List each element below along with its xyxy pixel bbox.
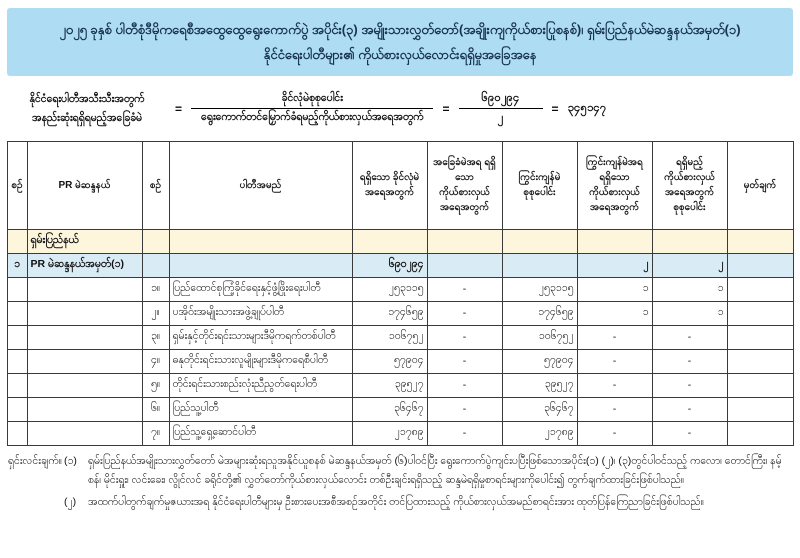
reps-total: ၁ — [652, 301, 727, 325]
footnotes — [8, 452, 792, 513]
remark-cell — [727, 397, 793, 421]
header-valid-votes: ရရှိသော ခိုင်လုံမဲ အရေအတွက် — [352, 141, 427, 229]
summary-reps-remaining: ၂ — [577, 253, 652, 277]
reps-by-base-votes: - — [427, 301, 502, 325]
reps-by-remaining-votes: - — [577, 421, 652, 445]
equals-sign: = — [551, 101, 559, 116]
header-serial-2: စဉ် — [142, 141, 169, 229]
party-name: တိုင်းရင်းသားစည်းလုံးညီညွတ်ရေးပါတီ — [169, 373, 352, 397]
summary-reps-total: ၂ — [652, 253, 727, 277]
equals-sign: = — [175, 101, 183, 116]
party-name: ပြည်ထောင်စုကြံ့ခိုင်ရေးနှင့်ဖွံ့ဖြိုးရေးပါတီ — [169, 277, 352, 301]
title-line-1: ၂၀၂၅ ခုနှစ် ပါတီစုံဒီမိုကရေစီအထွေထွေရွေးကောက်ပွဲ အပိုင်း(၃) အမျိုးသားလွှတ်တော်(အချိုးကျကိုယ်စားပြုစနစ်)၊ ရှမ်းပြည်နယ်မဲဆန္ဒနယ်အမှတ်(၁) — [59, 22, 741, 37]
constituency-summary-row — [7, 253, 793, 277]
reps-by-remaining-votes: - — [577, 373, 652, 397]
remaining-votes: ၃၆၄၆၇ — [502, 397, 577, 421]
remark-cell — [727, 325, 793, 349]
table-row — [7, 421, 793, 445]
remark-cell — [727, 373, 793, 397]
valid-votes: ၁၇၄၆၅၉ — [352, 301, 427, 325]
footnote-1-text: ရှမ်းပြည်နယ်အမျိုးသားလွှတ်တော် မဲအများဆုံးရသူအနိုင်ယူစနစ် မဲဆန္ဒနယ်အမှတ် (၆)ပါဝင်ပြီး ရွေးကောက်ပွဲကျင်းပပြီးဖြစ်သောအပိုင်း(၁) (၂)၊ (၃)တွင်ပါဝင်သည့် ကလော၊ တောင်ကြီး၊ နမ့်စန်၊ မိုင်းရှူး၊ လင်းခေး၊ လွိုင်လင် ခရိုင်တို့၏ လွှတ်တော်ကိုယ်စားလှယ်လောင်း တစ်ဦးချင်းရရှိသည့် ဆန္ဒမဲရရှိမှုစာရင်းများကိုပေါင်း၍ တွက်ချက်ထားခြင်းဖြစ်ပါသည်။ — [88, 454, 782, 487]
header-remaining-votes-total: ကြွင်းကျန်မဲ စုစုပေါင်း — [502, 141, 577, 229]
reps-by-base-votes: - — [427, 325, 502, 349]
remaining-votes: ၂၁၇၈၉ — [502, 421, 577, 445]
summary-serial: ၁ — [7, 253, 27, 277]
footnote-2 — [8, 493, 792, 512]
header-reps-by-base-votes: အခြေခံမဲအရ ရရှိသော ကိုယ်စားလှယ် အရေအတွက် — [427, 141, 502, 229]
row-serial: ၂။ — [142, 301, 169, 325]
reps-by-base-votes: - — [427, 277, 502, 301]
formula-label-line-1: နိုင်ငံရေးပါတီအသီးသီးအတွက် — [29, 92, 145, 105]
header-reps-by-remaining-votes: ကြွင်းကျန်မဲအရ ရရှိသော ကိုယ်စားလှယ် အရေအတွက် — [577, 141, 652, 229]
remark-cell — [727, 277, 793, 301]
total-valid-votes-value: ၆၉၀၂၉၄ — [481, 91, 520, 104]
equals-sign: = — [442, 101, 450, 116]
remaining-votes: ၅၇၉၀၄ — [502, 349, 577, 373]
remark-cell — [727, 421, 793, 445]
reps-total: - — [652, 421, 727, 445]
remaining-votes: ၂၅၃၁၁၅ — [502, 277, 577, 301]
footnote-label: ရှင်းလင်းချက်။ — [8, 454, 62, 467]
header-party-name: ပါတီအမည် — [169, 141, 352, 229]
reps-by-remaining-votes: ၁ — [577, 301, 652, 325]
summary-constituency: PR မဲဆန္ဒနယ်အမှတ်(၁) — [27, 253, 142, 277]
reps-by-remaining-votes: - — [577, 349, 652, 373]
reps-total: - — [652, 373, 727, 397]
party-name: ပြည်သူ့ရှေ့ဆောင်ပါတီ — [169, 421, 352, 445]
reps-total: - — [652, 349, 727, 373]
footnote-1 — [8, 452, 792, 491]
seats-divisor-value: ၂ — [459, 108, 543, 129]
header-pr-constituency: PR မဲဆန္ဒနယ် — [27, 141, 142, 229]
formula-fraction-text — [191, 90, 433, 127]
header-serial: စဉ် — [7, 141, 27, 229]
table-row — [7, 277, 793, 301]
state-row — [7, 229, 793, 253]
formula-label — [8, 90, 166, 128]
party-name: ပြည်သူ့ပါတီ — [169, 397, 352, 421]
table-row — [7, 325, 793, 349]
header-row — [7, 141, 793, 229]
title-line-2: နိုင်ငံရေးပါတီများ၏ ကိုယ်စားလှယ်လောင်းရရှိမှုအခြေအနေ — [263, 46, 537, 62]
document-title-banner — [7, 8, 793, 76]
party-name: ရှမ်းနှင့်တိုင်းရင်းသားများဒီမိုကရက်တစ်ပါတီ — [169, 325, 352, 349]
valid-votes: ၂၅၃၁၁၅ — [352, 277, 427, 301]
valid-votes: ၁၀၆၇၅၂ — [352, 325, 427, 349]
footnote-1-number: (၁) — [64, 454, 77, 467]
footnote-2-number: (၂) — [64, 496, 77, 509]
min-base-vote-formula — [8, 81, 792, 137]
valid-votes: ၂၁၇၈၉ — [352, 421, 427, 445]
results-table — [7, 141, 794, 446]
reps-by-base-votes: - — [427, 349, 502, 373]
valid-votes: ၅၇၉၀၄ — [352, 349, 427, 373]
summary-valid-votes: ၆၉၀၂၉၄ — [352, 253, 427, 277]
row-serial: ၄။ — [142, 349, 169, 373]
formula-denominator: ရွေးကောက်တင်မြှောက်ခံရမည့်ကိုယ်စားလှယ်အရေအတွက် — [191, 108, 433, 127]
row-serial: ၁။ — [142, 277, 169, 301]
remark-cell — [727, 349, 793, 373]
valid-votes: ၃၆၄၆၇ — [352, 397, 427, 421]
formula-numerator: ခိုင်လုံမဲစုစုပေါင်း — [281, 92, 343, 105]
reps-total: - — [652, 325, 727, 349]
party-name: ပအိုဝ်းအမျိုးသားအဖွဲ့ချုပ်ပါတီ — [169, 301, 352, 325]
table-row — [7, 373, 793, 397]
reps-by-remaining-votes: - — [577, 397, 652, 421]
header-remarks: မှတ်ချက် — [727, 141, 793, 229]
table-row — [7, 301, 793, 325]
row-serial: ၃။ — [142, 325, 169, 349]
table-row — [7, 349, 793, 373]
reps-by-remaining-votes: - — [577, 325, 652, 349]
party-name: ဓနုတိုင်းရင်းသားလူမျိုးများဒီမိုကရေစီပါတီ — [169, 349, 352, 373]
row-serial: ၇။ — [142, 421, 169, 445]
base-vote-result: ၃၄၅၁၄၇ — [567, 102, 607, 115]
remaining-votes: ၁၀၆၇၅၂ — [502, 325, 577, 349]
formula-fraction-values — [459, 89, 543, 129]
table-row — [7, 397, 793, 421]
reps-by-base-votes: - — [427, 373, 502, 397]
header-reps-total: ရရှိမည့် ကိုယ်စားလှယ် အရေအတွက် စုစုပေါင်း — [652, 141, 727, 229]
reps-total: ၁ — [652, 277, 727, 301]
valid-votes: ၃၉၅၂၇ — [352, 373, 427, 397]
reps-total: - — [652, 397, 727, 421]
remark-cell — [727, 301, 793, 325]
formula-label-line-2: အနည်းဆုံးရရှိရမည့်အခြေခံမဲ — [31, 111, 143, 124]
remaining-votes: ၃၉၅၂၇ — [502, 373, 577, 397]
state-name: ရှမ်းပြည်နယ် — [27, 229, 142, 253]
reps-by-base-votes: - — [427, 397, 502, 421]
remaining-votes: ၁၇၄၆၅၉ — [502, 301, 577, 325]
reps-by-remaining-votes: ၁ — [577, 277, 652, 301]
reps-by-base-votes: - — [427, 421, 502, 445]
footnote-2-text: အထက်ပါတွက်ချက်မှုဇယားအရ နိုင်ငံရေးပါတီများမှ ဦးစားပေးအစီအစဉ်အတိုင်း တင်ပြထားသည့် ကိုယ်စားလှယ်အမည်စာရင်းအား ထုတ်ပြန်ကြေညာခြင်းဖြစ်ပါသည်။ — [88, 496, 704, 509]
row-serial: ၆။ — [142, 397, 169, 421]
row-serial: ၅။ — [142, 373, 169, 397]
